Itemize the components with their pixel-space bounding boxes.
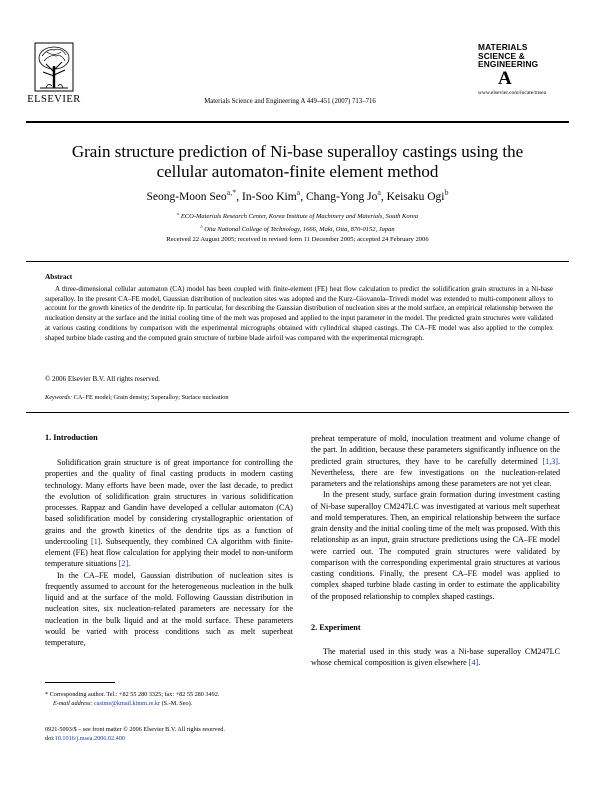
footnote-email-line bbox=[45, 699, 295, 708]
doi-label: doi: bbox=[45, 735, 55, 742]
citation-link[interactable]: [2] bbox=[118, 559, 129, 569]
journal-header bbox=[0, 0, 595, 110]
introduction-body-continued bbox=[311, 433, 560, 602]
article-title bbox=[40, 142, 555, 182]
author-affiliation-mark[interactable]: b bbox=[444, 188, 449, 197]
front-matter-line: 0921-5093/$ – see front matter © 2006 Elsevier B.V. All rights reserved. bbox=[45, 726, 225, 733]
footnote-contact: * Corresponding author. Tel.: +82 55 280 3325; fax: +82 55 280 3492. bbox=[45, 691, 220, 698]
introduction-body bbox=[45, 457, 293, 648]
paragraph bbox=[311, 433, 560, 489]
author-separator: , bbox=[300, 190, 306, 203]
corresponding-author-footnote bbox=[45, 690, 295, 708]
citation-link[interactable]: [1,3] bbox=[542, 456, 558, 466]
author-name: Keisaku Ogi bbox=[386, 190, 445, 203]
received-dates: Received 22 August 2005; received in revised form 11 December 2005; accepted 24 February 2006 bbox=[166, 236, 429, 243]
paragraph-text: Solidification grain structure is of great importance for controlling the properties and the quality of final casting products in modern casting technology. Many efforts have been made, over the last decade, to predict the evolution of solidification grain structures in various solidification processes. Rappaz and Gandin have developed a cellular automaton (CA) based solidification model by considering crystallographic orientation of grains and the growth kinetics of the dendrite tips as a function of undercooling bbox=[45, 458, 293, 546]
affiliation-mark: a bbox=[176, 211, 180, 216]
author-name: Seong-Moon Seo bbox=[146, 190, 227, 203]
title-line-1: Grain structure prediction of Ni-base superalloy castings using the bbox=[71, 142, 524, 161]
affiliation-b bbox=[40, 222, 555, 235]
paragraph bbox=[45, 457, 293, 570]
journal-logo-letter: A bbox=[498, 67, 512, 89]
abstract-heading: Abstract bbox=[45, 272, 73, 281]
footnote-rule bbox=[45, 682, 115, 683]
author-affiliation-mark[interactable]: a bbox=[377, 188, 381, 197]
author-separator: , bbox=[236, 190, 243, 203]
author-separator: , bbox=[380, 190, 387, 203]
email-label: E-mail address: bbox=[53, 700, 93, 707]
issn-block bbox=[45, 725, 345, 743]
affiliations bbox=[40, 209, 555, 235]
author-list bbox=[40, 188, 555, 203]
paragraph-text: preheat temperature of mold, inoculation treatment and volume change of the part. In addition, because these parameters significantly influence on the predicted grain structures, they have to be carefully determined bbox=[311, 434, 560, 466]
journal-logo-line3: ENGINEERING bbox=[478, 59, 539, 69]
author-name: Chang-Yong Jo bbox=[305, 190, 378, 203]
section-heading-introduction: 1. Introduction bbox=[45, 433, 98, 442]
keywords-list: CA–FE model; Grain density; Superalloy; Surface nucleation bbox=[73, 394, 229, 401]
keywords bbox=[45, 394, 229, 401]
author-affiliation-mark[interactable]: a bbox=[296, 188, 301, 197]
title-line-2: cellular automaton-finite element method bbox=[156, 162, 439, 181]
paragraph-text: . Subsequently, they combined CA algorithm with finite-element (FE) heat flow calculation for applying their model to non-uniform temperature situations bbox=[45, 536, 293, 569]
paragraph-text: . Nevertheless, there are few investigations on the nucleation-related parameters and the relationships among these parameters are not yet clear. bbox=[311, 456, 560, 488]
author-name: In-Soo Kim bbox=[242, 190, 297, 203]
journal-citation: Materials Science and Engineering A 449–451 (2007) 713–716 bbox=[204, 98, 376, 105]
abstract-text: A three-dimensional cellular automaton (CA) model has been coupled with finite-element (FE) heat flow calculation to predict the solidification grain structures in a Ni-base superalloy. In the present CA–FE model, Gaussian distribution of nucleation sites was adopted and the Kurz–Giovanola–Trivedi model was extended to multi-component alloys to account for the growth kinetics of the dendrite tip. In particular, for describing the Gaussian distribution of nucleation sites at the mold surface, an empirical relationship between the nucleation density at the surface and the initial cooling time of the melt was proposed and applied to the input parameter in the model. The predicted grain structures were validated at various casting conditions by comparison with the experimental micrographs obtained with cylindrical shaped castings. The CA–FE model was also applied to the complex shaped turbine blade casting and the computed grain structure of turbine blade airfoil was compared with the experimental micrograph. bbox=[45, 285, 553, 342]
email-suffix: (S.-M. Seo). bbox=[160, 700, 193, 707]
paragraph-text: The material used in this study was a Ni-base superalloy CM247LC whose chemical composition is given elsewhere bbox=[311, 646, 560, 667]
elsevier-tree-icon bbox=[34, 42, 74, 92]
author-affiliation-mark[interactable]: a,* bbox=[226, 188, 237, 197]
doi-link[interactable]: 10.1016/j.msea.2006.02.400 bbox=[54, 735, 125, 742]
paragraph: In the CA–FE model, Gaussian distribution of nucleation sites is frequently assumed to account for the heterogeneous nucleation in the bulk liquid and at the surface of the mold. Following Gaussian distribution in nucleation sites, six nucleation-related parameters are necessary for the nucleation in the bulk liquid and at the mold surface. These parameters would be varied with process conditions such as melt superheat temperature, bbox=[45, 570, 293, 647]
paragraph: In the present study, surface grain formation during investment casting of Ni-base superalloy CM247LC was investigated at various melt superheat and mold temperatures. Then, an empirical relationship between the surface grain density and the initial cooling time of the melt was proposed. With this relationship as an input, grain structure predictions using the CA–FE model were carried out. The computed grain structures were validated by comparison with the corresponding experimental grain structures at various casting conditions. Finally, the present CA–FE model was applied to complex shaped turbine blade casting in order to estimate the applicability of the proposed relationship to complex shaped castings. bbox=[311, 490, 560, 601]
left-column bbox=[45, 433, 293, 648]
abstract-top-rule bbox=[26, 261, 569, 262]
journal-logo bbox=[478, 43, 568, 118]
email-link[interactable]: castme@kmail.kimm.re.kr bbox=[94, 700, 161, 707]
affiliation-a bbox=[40, 209, 555, 222]
paragraph bbox=[311, 646, 560, 669]
journal-logo-line2: SCIENCE & bbox=[478, 50, 525, 61]
doi-line bbox=[45, 734, 345, 743]
publisher-name: ELSEVIER bbox=[27, 94, 81, 105]
paragraph-text: . bbox=[478, 658, 481, 667]
citation-link[interactable]: [4] bbox=[468, 658, 479, 667]
right-column bbox=[311, 433, 560, 668]
journal-logo-line1: MATERIALS bbox=[478, 42, 528, 52]
keywords-label: Keywords: bbox=[45, 394, 73, 401]
abstract-bottom-rule bbox=[26, 412, 569, 413]
affiliation-text: ECO-Materials Research Center, Korea Institute of Machinery and Materials, South Korea bbox=[180, 213, 419, 221]
elsevier-logo bbox=[26, 42, 80, 108]
citation-link[interactable]: [1] bbox=[91, 536, 101, 546]
experiment-body bbox=[311, 646, 560, 669]
journal-url[interactable]: www.elsevier.com/locate/msea bbox=[478, 89, 547, 96]
section-heading-experiment: 2. Experiment bbox=[311, 622, 361, 632]
affiliation-mark: b bbox=[200, 224, 203, 230]
abstract-copyright: © 2006 Elsevier B.V. All rights reserved. bbox=[45, 375, 161, 383]
affiliation-text: Oita National College of Technology, 1666, Maki, Oita, 870-0152, Japan bbox=[204, 226, 395, 234]
header-rule bbox=[26, 121, 569, 123]
paragraph-text: . bbox=[128, 559, 131, 569]
